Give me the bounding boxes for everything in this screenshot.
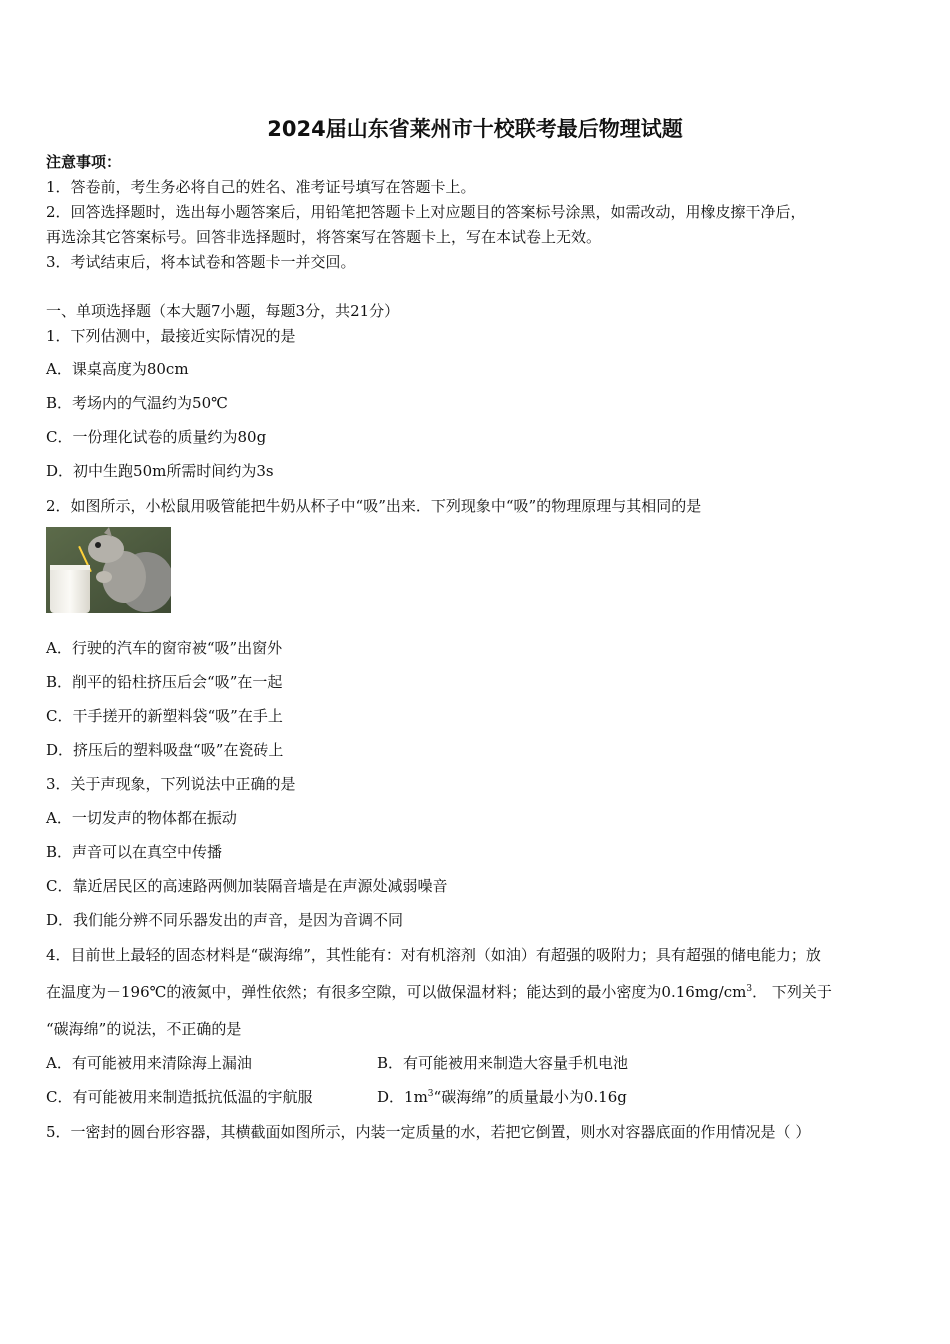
option-text: “碳海绵”的质量最小为0.16g [433,1088,627,1106]
superscript: 3 [746,984,753,994]
question-3-option-d: D．我们能分辨不同乐器发出的声音，是因为音调不同 [46,911,404,929]
question-4-option-c: C．有可能被用来制造抵抗低温的宇航服 [46,1088,313,1106]
superscript: 3 [427,1089,434,1099]
notice-item: 3．考试结束后，将本试卷和答题卡一并交回。 [46,253,356,271]
question-3-stem: 3．关于声现象，下列说法中正确的是 [46,775,296,793]
section-heading: 一、单项选择题（本大题7小题，每题3分，共21分） [46,302,400,320]
question-2-option-c: C．干手搓开的新塑料袋“吸”在手上 [46,707,283,725]
page-title: 2024届山东省莱州市十校联考最后物理试题 [267,117,683,141]
question-1-option-d: D．初中生跑50m所需时间约为3s [46,462,274,480]
question-4-stem-text: ． 下列关于 [752,983,832,1001]
question-4-stem-text: 在温度为－196℃的液氮中，弹性依然；有很多空隙，可以做保温材料；能达到的最小密度为0.16mg/cm [46,983,747,1001]
notice-item: 1．答卷前，考生务必将自己的姓名、准考证号填写在答题卡上。 [46,178,476,196]
question-4-option-d [377,1087,627,1107]
notice-item: 再选涂其它答案标号。回答非选择题时，将答案写在答题卡上，写在本试卷上无效。 [46,228,602,246]
question-4-stem-line-3: “碳海绵”的说法，不正确的是 [46,1020,242,1038]
question-1-option-a: A．课桌高度为80cm [46,360,189,378]
option-text: D．1m [377,1088,428,1106]
question-3-option-b: B．声音可以在真空中传播 [46,843,223,861]
question-2-stem: 2．如图所示，小松鼠用吸管能把牛奶从杯子中“吸”出来．下列现象中“吸”的物理原理与其相同的是 [46,497,702,515]
question-3-option-a: A．一切发声的物体都在振动 [46,809,237,827]
question-2-option-b: B．削平的铅柱挤压后会“吸”在一起 [46,673,283,691]
question-2-option-a: A．行驶的汽车的窗帘被“吸”出窗外 [46,639,283,657]
question-4-stem-line-1: 4．目前世上最轻的固态材料是“碳海绵”，其性能有：对有机溶剂（如油）有超强的吸附力；具有超强的储电能力；放 [46,946,821,964]
question-4-option-a: A．有可能被用来清除海上漏油 [46,1054,252,1072]
question-2-option-d: D．挤压后的塑料吸盘“吸”在瓷砖上 [46,741,284,759]
question-5-stem: 5．一密封的圆台形容器，其横截面如图所示，内装一定质量的水，若把它倒置，则水对容器底面的作用情况是（ ） [46,1123,811,1141]
question-1-option-c: C．一份理化试卷的质量约为80g [46,428,267,446]
question-4-option-b: B．有可能被用来制造大容量手机电池 [377,1054,629,1072]
squirrel-milk-image [46,527,171,613]
notice-item: 2．回答选择题时，选出每小题答案后，用铅笔把答题卡上对应题目的答案标号涂黑，如需改动，用橡皮擦干净后， [46,203,806,221]
question-4-stem-line-2 [46,982,832,1002]
question-3-option-c: C．靠近居民区的高速路两侧加装隔音墙是在声源处减弱噪音 [46,877,448,895]
question-1-stem: 1．下列估测中，最接近实际情况的是 [46,327,296,345]
notice-heading: 注意事项： [46,153,122,171]
question-1-option-b: B．考场内的气温约为50℃ [46,394,228,412]
